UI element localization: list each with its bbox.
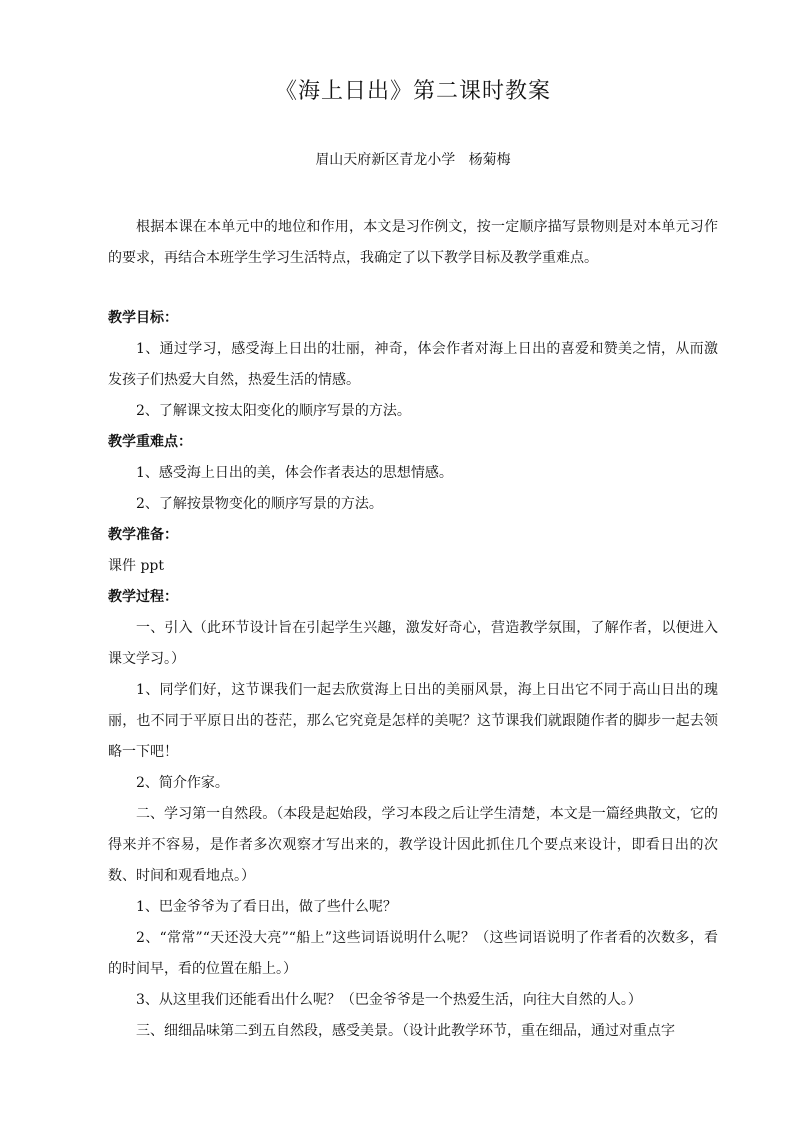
goals-heading: 教学目标：: [108, 310, 178, 326]
intro-paragraph: 根据本课在本单元中的地位和作用，本文是习作例文，按一定顺序描写景物则是对本单元习作的要求，再结合本班学生学习生活特点，我确定了以下教学目标及教学重难点。: [108, 219, 718, 266]
goal-item-1: 1、通过学习，感受海上日出的壮丽，神奇，体会作者对海上日出的喜爱和赞美之情，从而激发孩子们热爱大自然，热爱生活的情感。: [108, 341, 718, 388]
process-step-1: 一、引入（此环节设计旨在引起学生兴趣，激发好奇心，营造教学氛围，了解作者，以便进入课文学习。）: [108, 620, 718, 667]
process-step-1-item-1: 1、同学们好，这节课我们一起去欣赏海上日出的美丽风景，海上日出它不同于高山日出的瑰丽，也不同于平原日出的苍茫，那么它究竟是怎样的美呢？这节课我们就跟随作者的脚步一起去领略一下吧！: [108, 682, 718, 760]
process-heading: 教学过程：: [108, 589, 178, 605]
author-line: 眉山天府新区青龙小学 杨菊梅: [315, 152, 511, 168]
document-body: [108, 76, 718, 1047]
key-point-1: 1、感受海上日出的美，体会作者表达的思想情感。: [136, 465, 453, 481]
goal-item-2: 2、了解课文按太阳变化的顺序写景的方法。: [136, 403, 411, 419]
process-step-1-item-2: 2、简介作家。: [136, 775, 229, 791]
key-points-heading: 教学重难点：: [108, 434, 192, 450]
intro-section: [108, 212, 718, 274]
process-step-2: 二、学习第一自然段。（本段是起始段，学习本段之后让学生清楚，本文是一篇经典散文，它的得来并不容易，是作者多次观察才写出来的，教学设计因此抓住几个要点来设计，即看日出的次数、时间和观看地点。）: [108, 806, 718, 884]
page-title: 《海上日出》第二课时教案: [274, 79, 551, 104]
process-step-2-item-1: 1、巴金爷爷为了看日出，做了些什么呢？: [136, 899, 397, 915]
process-step-2-item-2: 2、“常常”“天还没大亮”“船上”这些词语说明什么呢？（这些词语说明了作者看的次数多，看的时间早，看的位置在船上。）: [108, 930, 718, 977]
preparation-text: 课件 ppt: [108, 558, 164, 574]
preparation-heading: 教学准备：: [108, 527, 178, 543]
section-gap: [108, 274, 718, 303]
key-point-2: 2、了解按景物变化的顺序写景的方法。: [136, 496, 383, 512]
process-step-2-item-3: 3、从这里我们还能看出什么呢？（巴金爷爷是一个热爱生活，向往大自然的人。）: [136, 992, 642, 1008]
process-step-3: 三、细细品味第二到五自然段，感受美景。（设计此教学环节，重在细品，通过对重点字: [136, 1023, 675, 1039]
